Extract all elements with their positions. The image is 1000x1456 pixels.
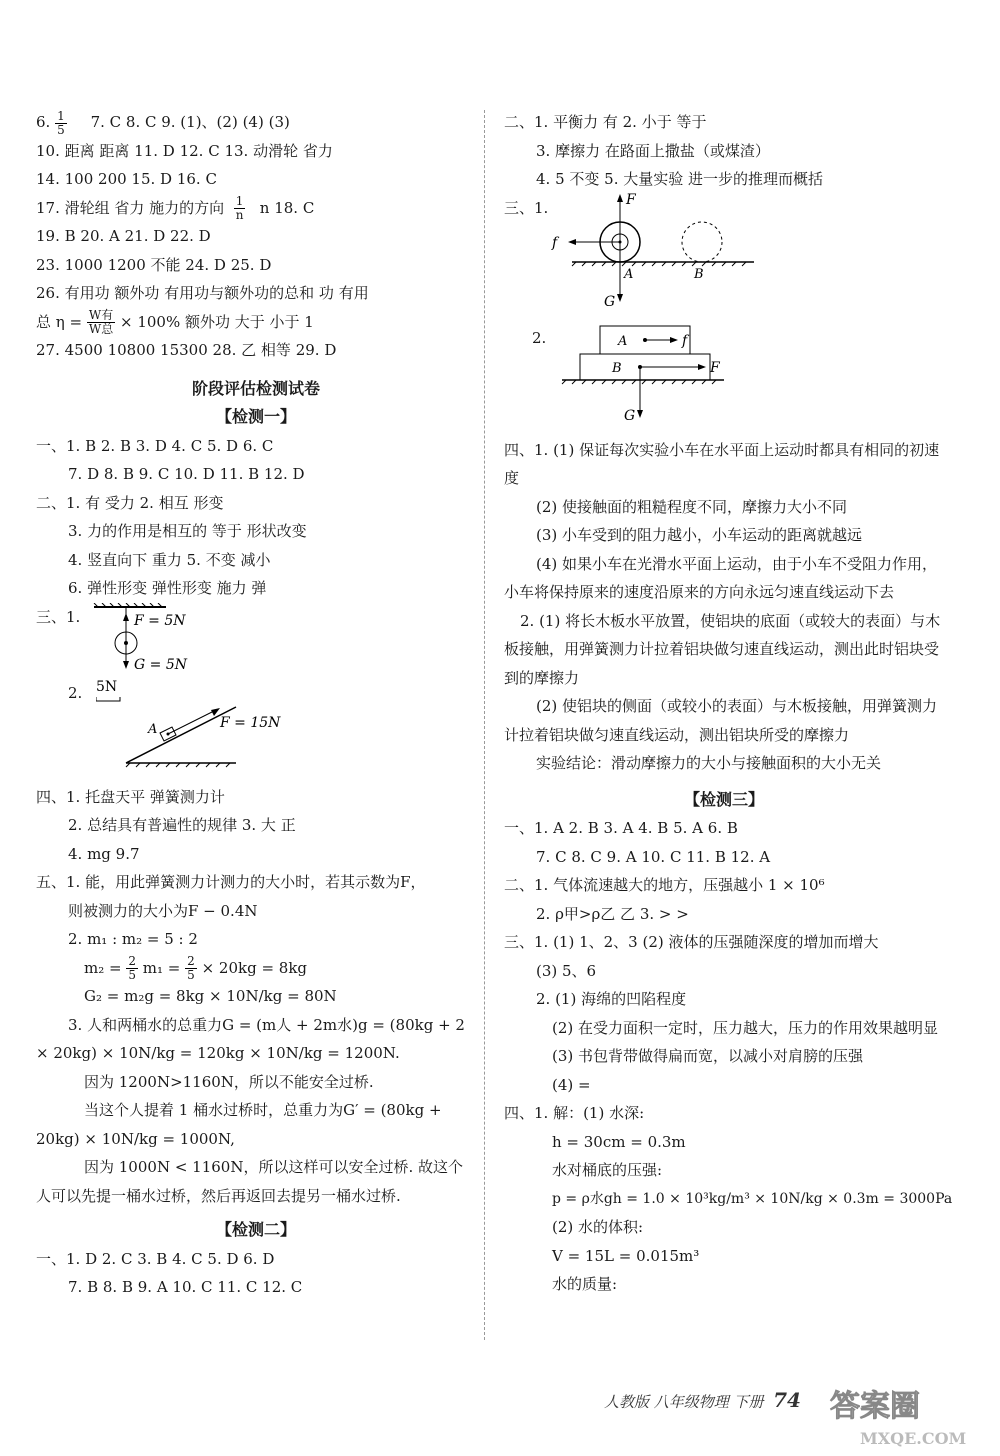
force-label: F = 5N [134,613,186,629]
answer-line: 6. 弹性形变 弹性形变 施力 弹 [68,579,267,597]
answer-line: 7. C 8. C 9. A 10. C 11. B 12. A [536,847,771,866]
answer-line: 14. 100 200 15. D 16. C [36,170,217,188]
footer-text: 人教版 八年级物理 下册 [604,1393,764,1411]
answer-line: 2. [532,328,547,347]
fraction: $\frac{1}{n}$ [235,194,244,222]
answer-paragraph: (2) 在受力面积一定时，压力越大，压力的作用效果越明显 [552,1018,939,1037]
answer-paragraph: 2. (1) 将长木板水平放置，使铝块的底面（或较大的表面）与木板接触，用弹簧测力计拉着铝块做匀速直线运动，测出此时铝块受到的摩擦力 [504,611,941,687]
stacked-blocks-diagram [544,324,964,422]
hanging-ball-diagram [86,603,386,671]
gravity-label: G [604,294,616,310]
incline-diagram [96,677,396,769]
answer-line: 二、1. 平衡力 有 2. 小于 等于 [504,113,707,131]
answer-line: 4. 竖直向下 重力 5. 不变 减小 [68,550,271,569]
rolling-ball-diagram [544,192,964,310]
answer-line: 17. 滑轮组 省力 施力的方向 $\frac{1}{n}$ n 18. C [36,194,315,222]
answer-line: 4. 5 不变 5. 大量实验 进一步的推理而概括 [536,170,824,188]
answer-line: 2. m₁ : m₂ = 5 : 2 [68,930,198,948]
answer-line: 19. B 20. A 21. D 22. D [36,227,211,245]
watermark-title: 答案圈 [830,1389,920,1424]
answer-line: 水的质量: [552,1275,618,1293]
answer-line: h = 30cm = 0.3m [552,1132,686,1151]
answer-line: V = 15L = 0.015m³ [552,1246,700,1265]
answer-line: 3. 摩擦力 在路面上撒盐（或煤渣） [536,141,770,160]
answer-line: 6. $\frac{1}{5}$ 7. C 8. C 9. (1)、(2) (4) (3) [36,108,290,137]
answer-line: 26. 有用功 额外功 有用功与额外功的总和 功 有用 [36,284,369,302]
answer-line: 二、1. 气体流速越大的地方，压强越小 1 × 10⁶ [504,876,825,894]
answer-line: 因为 1000N < 1160N，所以这样可以安全过桥. 故这个 [84,1158,464,1176]
answer-line: 一、1. A 2. B 3. A 4. B 5. A 6. B [504,819,738,837]
force-label: F [710,360,720,376]
answer-line: G₂ = m₂g = 8kg × 10N/kg = 80N [84,987,337,1005]
test-heading: 【检测二】 [215,1220,296,1239]
fraction: $\frac{2}{5}$ [128,954,136,982]
answer-line: 20kg) × 10N/kg = 1000N, [36,1129,235,1148]
answer-line: 当这个人提着 1 桶水过桥时，总重力为G′ = (80kg + [84,1101,442,1119]
left-column [36,108,476,1302]
answer-line: 2. ρ甲>ρ乙 乙 3. > > [536,904,689,923]
answer-line: 7. B 8. B 9. A 10. C 11. C 12. C [68,1278,303,1296]
answer-line: 总 η = $\frac{\text{W有}}{\text{W总}}$ × 100% 额外功 大于 小于 1 [36,308,314,336]
answer-line: 三、1. [504,198,549,217]
answer-line: 四、1. 托盘天平 弹簧测力计 [36,787,225,806]
answer-line: 实验结论：滑动摩擦力的大小与接触面积的大小无关 [536,754,882,772]
watermark-domain: MXQE.COM [860,1429,967,1448]
answer-line: 因为 1200N>1160N，所以不能安全过桥. [84,1072,374,1091]
answer-line: 一、1. D 2. C 3. B 4. C 5. D 6. D [36,1249,275,1268]
answer-line: 10. 距离 距离 11. D 12. C 13. 动滑轮 省力 [36,141,333,160]
point-label: A [624,267,634,282]
answer-line: 2. [68,683,83,702]
force-label: F [626,192,636,208]
answer-line: 五、1. 能，用此弹簧测力计测力的大小时，若其示数为F， [36,873,426,891]
answer-line: × 20kg) × 10N/kg = 120kg × 10N/kg = 1200N. [36,1044,400,1062]
right-column [504,108,953,1299]
answer-line: (3) 书包背带做得扁而宽，以减小对肩膀的压强 [552,1047,864,1065]
gravity-label: G [624,408,636,422]
answer-line: m₂ = $\frac{2}{5}$ m₁ = $\frac{2}{5}$ × 20kg = 8kg [84,954,308,982]
answer-line: 4. mg 9.7 [68,844,140,863]
answer-line: 23. 1000 1200 不能 24. D 25. D [36,255,272,274]
answer-line: p = ρ水gh = 1.0 × 10³kg/m³ × 10N/kg × 0.3m = 3000Pa [552,1190,953,1207]
answer-paragraph: (4) 如果小车在光滑水平面上运动，由于小车不受阻力作用，小车将保持原来的速度沿原来的方向永远匀速直线运动下去 [504,554,938,601]
answer-paragraph: (2) 使铝块的侧面（或较小的表面）与木板接触，用弹簧测力计拉着铝块做匀速直线运动，测出铝块所受的摩擦力 [504,697,938,744]
answer-line: 3. 人和两桶水的总重力G = (m人 + 2m水)g = (80kg + 2 [68,1015,465,1034]
page-number: 74 [773,1388,801,1412]
answer-paragraph: (2) 使接触面的粗糙程度不同，摩擦力大小不同 [536,497,848,516]
friction-label: f [552,235,558,251]
answer-line: (2) 水的体积: [552,1218,644,1236]
answer-line: 一、1. B 2. B 3. D 4. C 5. D 6. C [36,436,274,455]
block-label: B [612,361,622,376]
answer-line: 2. (1) 海绵的凹陷程度 [536,990,687,1008]
block-label: A [618,334,628,349]
fraction: $\frac{2}{5}$ [187,954,195,982]
page-footer [604,1388,801,1412]
answer-line: 27. 4500 10800 15300 28. 乙 相等 29. D [36,341,337,359]
force-label: F = 15N [220,715,281,731]
scale-label: 5N [96,679,118,695]
answer-line: 3. 力的作用是相互的 等于 形状改变 [68,522,307,540]
answer-line: 2. 总结具有普遍性的规律 3. 大 正 [68,816,296,834]
fraction: $\frac{\text{W有}}{\text{W总}}$ [88,308,114,336]
point-label: B [694,267,704,282]
gravity-label: G = 5N [134,657,187,671]
test-heading: 【检测一】 [215,407,296,426]
answer-line: 三、1. [36,607,81,626]
answer-line: 7. D 8. B 9. C 10. D 11. B 12. D [68,465,305,483]
answer-line: (3) 5、6 [536,961,597,980]
column-divider [484,110,485,1340]
answer-paragraph: (3) 小车受到的阻力越小，小车运动的距离就越远 [536,526,863,544]
answer-line: 三、1. (1) 1、2、3 (2) 液体的压强随深度的增加而增大 [504,933,879,951]
site-watermark-logo [820,1380,990,1450]
friction-label: f [682,333,688,349]
test-heading: 【检测三】 [683,789,764,809]
answer-line: (4) = [552,1075,591,1094]
fraction: $\frac{1}{5}$ [57,108,65,137]
block-label: A [148,722,158,737]
answer-line: 四、1. 解：(1) 水深: [504,1104,645,1122]
answer-line: 水对桶底的压强: [552,1161,663,1179]
answer-paragraph: 四、1. (1) 保证每次实验小车在水平面上运动时都具有相同的初速度 [504,440,940,487]
answer-line: 人可以先提一桶水过桥，然后再返回去提另一桶水过桥. [36,1186,401,1205]
answer-line: 二、1. 有 受力 2. 相互 形变 [36,493,224,512]
section-title: 阶段评估检测试卷 [191,378,320,398]
answer-line: 则被测力的大小为F − 0.4N [68,901,258,920]
